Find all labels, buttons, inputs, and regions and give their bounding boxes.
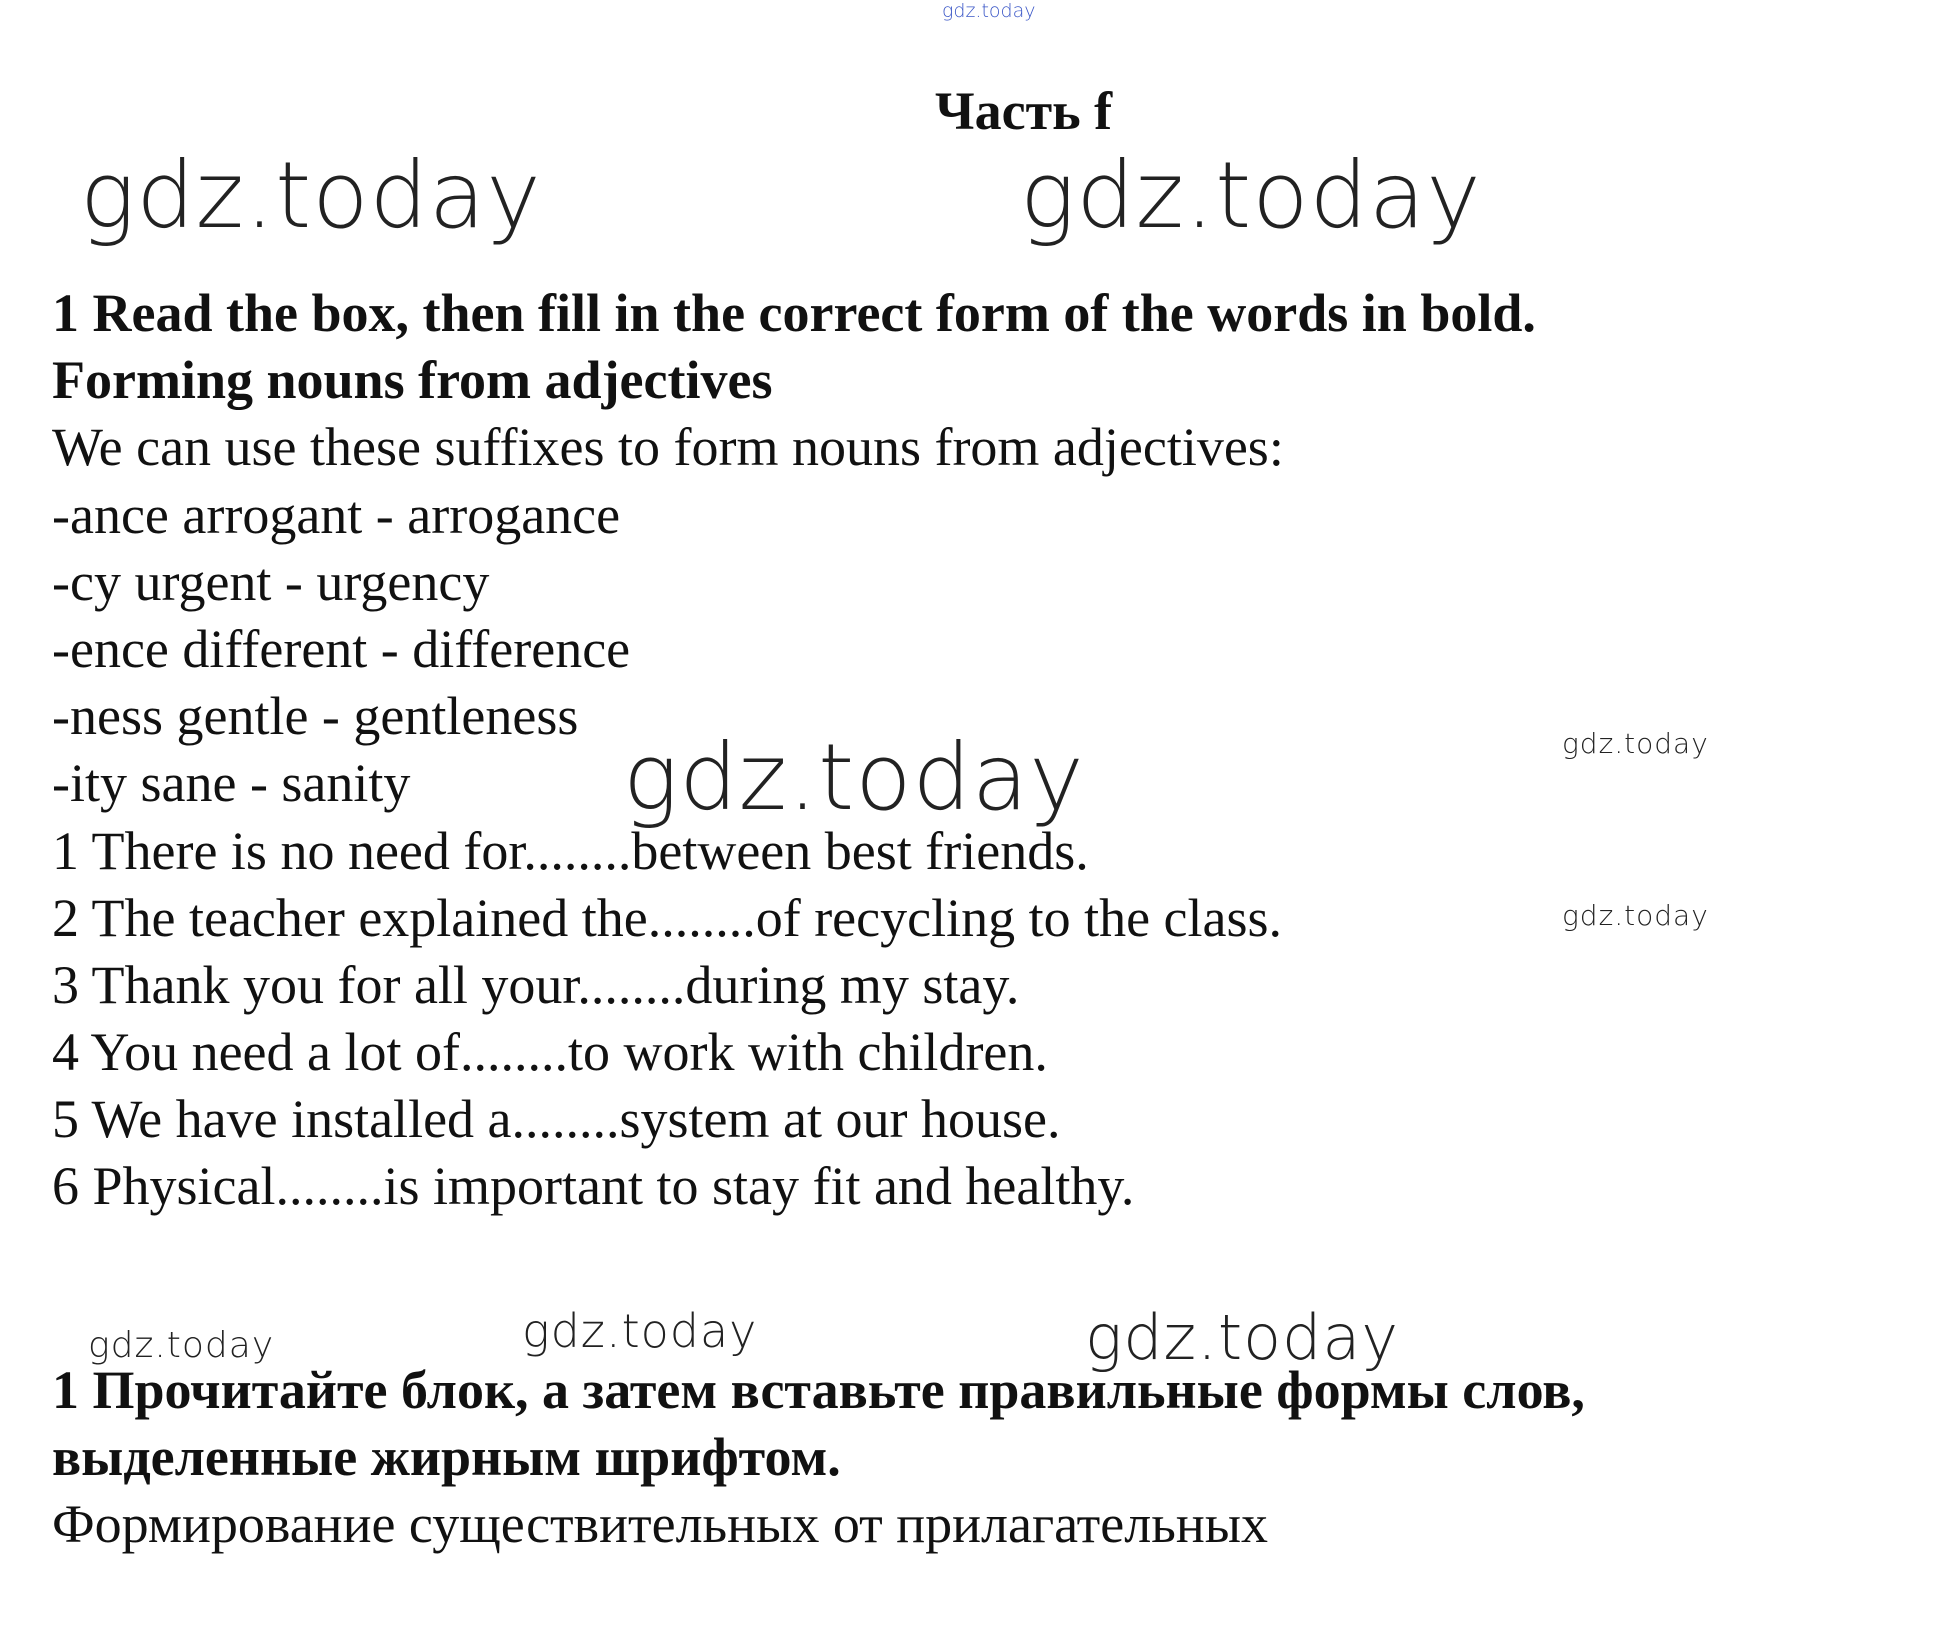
watermark-large-left: gdz.today [80,142,542,249]
exercise-sentence: 2 The teacher explained the........of recycling to the class. [52,887,1283,948]
watermark-small-right-2: gdz.today [1562,899,1709,932]
watermark-large-center: gdz.today [623,724,1085,831]
suffix-example: -ence different - difference [52,618,631,679]
watermark-small-right-1: gdz.today [1562,727,1709,760]
exercise-sentence: 3 Thank you for all your........during my stay. [52,954,1020,1015]
exercise-sentence: 4 You need a lot of........to work with children. [52,1022,1048,1083]
exercise-sentence: 1 There is no need for........between best friends. [52,820,1089,881]
exercise-sentence: 6 Physical........is important to stay fit and healthy. [52,1156,1135,1217]
suffix-example: -ance arrogant - arrogance [52,484,621,545]
watermark-medium-bottom-right: gdz.today [1085,1301,1400,1374]
watermark-medium-bottom-center: gdz.today [522,1304,758,1358]
translation-instruction-line1: 1 Прочитайте блок, а затем вставьте правильные формы слов, [52,1360,1585,1420]
suffix-example: -cy urgent - urgency [52,551,490,612]
translation-instruction-line2: выделенные жирным шрифтом. [52,1427,841,1488]
suffix-example: -ity sane - sanity [52,753,411,814]
box-heading: Forming nouns from adjectives [52,350,773,411]
exercise-instruction: 1 Read the box, then fill in the correct form of the words in bold. [52,283,1536,343]
exercise-sentence: 5 We have installed a........system at our house. [52,1089,1061,1150]
translation-section [52,1357,1912,1559]
watermark-top: gdz.today [942,0,1036,22]
exercise-section [52,280,1912,1221]
box-intro: We can use these suffixes to form nouns from adjectives: [52,417,1284,478]
translation-heading: Формирование существительных от прилагательных [52,1494,1269,1555]
suffix-example: -ness gentle - gentleness [52,686,579,747]
watermark-small-bottom-left: gdz.today [88,1325,275,1366]
page-title: Часть f [935,81,1113,141]
watermark-large-right: gdz.today [1020,142,1482,249]
